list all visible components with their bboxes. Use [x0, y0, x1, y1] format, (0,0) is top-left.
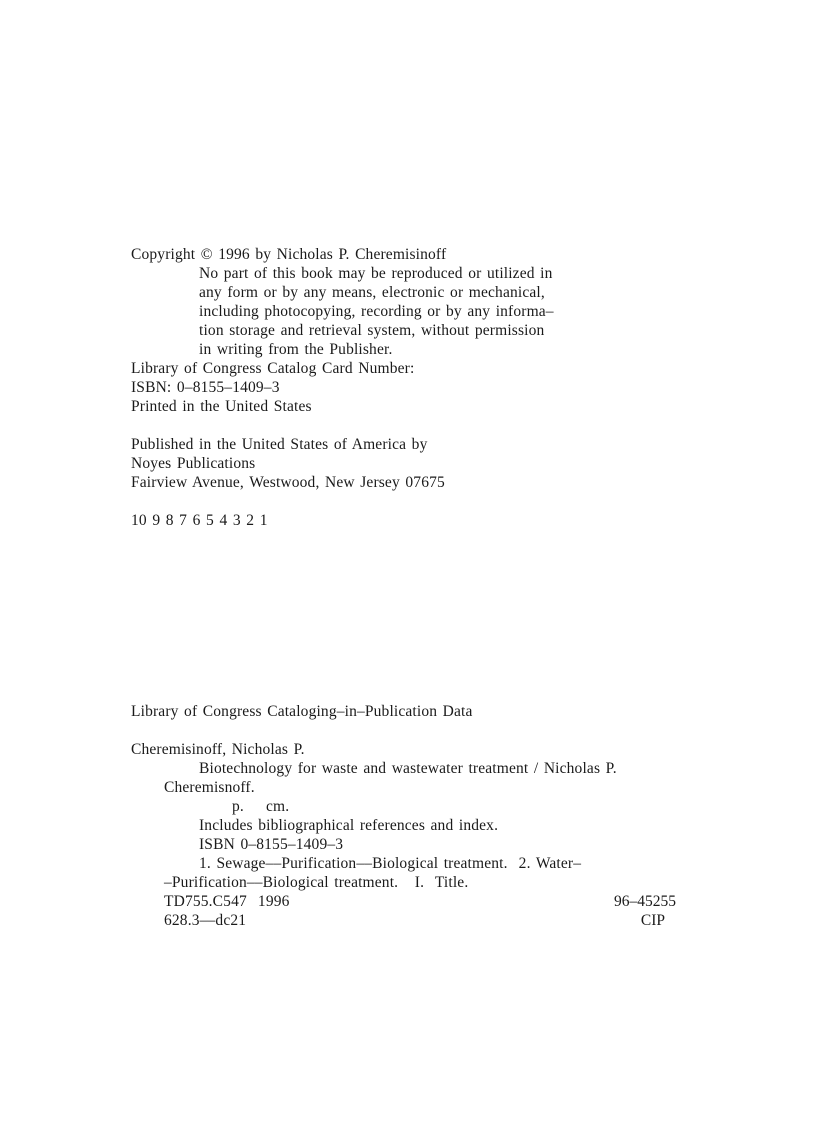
- cip-title: Biotechnology for waste and wastewater treatment / Nicholas P.: [199, 760, 617, 777]
- lccn-label: Library of Congress Catalog Card Number:: [131, 360, 415, 377]
- cip-lc-class: TD755.C547 1996: [164, 893, 290, 910]
- cip-author: Cheremisinoff, Nicholas P.: [131, 741, 305, 758]
- publisher-address: Fairview Avenue, Westwood, New Jersey 07675: [131, 474, 445, 491]
- cip-lc-number: 96–45255: [614, 893, 676, 910]
- cip-label: CIP: [640, 912, 665, 929]
- cip-title-cont: Cheremisnoff.: [164, 779, 255, 796]
- notice-line: in writing from the Publisher.: [199, 341, 393, 358]
- copyright-line: Copyright © 1996 by Nicholas P. Cheremisinoff: [131, 246, 447, 263]
- cip-bibliography: Includes bibliographical references and index.: [199, 817, 499, 834]
- cip-dewey: 628.3––dc21: [164, 912, 247, 929]
- notice-line: No part of this book may be reproduced or utilized in: [199, 265, 553, 282]
- printed-line: Printed in the United States: [131, 398, 312, 415]
- cip-subjects-cont: –Purification––Biological treatment. I. Title.: [164, 874, 469, 891]
- publisher-name: Noyes Publications: [131, 455, 256, 472]
- publisher-line: Published in the United States of America by: [131, 436, 428, 453]
- notice-line: including photocopying, recording or by any informa–: [199, 303, 554, 320]
- cip-physical: p. cm.: [232, 798, 290, 815]
- cip-isbn: ISBN 0–8155–1409–3: [199, 836, 344, 853]
- cip-subjects: 1. Sewage––Purification––Biological treatment. 2. Water–: [199, 855, 582, 872]
- cip-heading: Library of Congress Cataloging–in–Publication Data: [131, 703, 473, 720]
- notice-line: tion storage and retrieval system, without permission: [199, 322, 545, 339]
- isbn-line: ISBN: 0–8155–1409–3: [131, 379, 280, 396]
- print-line: 10 9 8 7 6 5 4 3 2 1: [131, 512, 268, 529]
- notice-line: any form or by any means, electronic or mechanical,: [199, 284, 545, 301]
